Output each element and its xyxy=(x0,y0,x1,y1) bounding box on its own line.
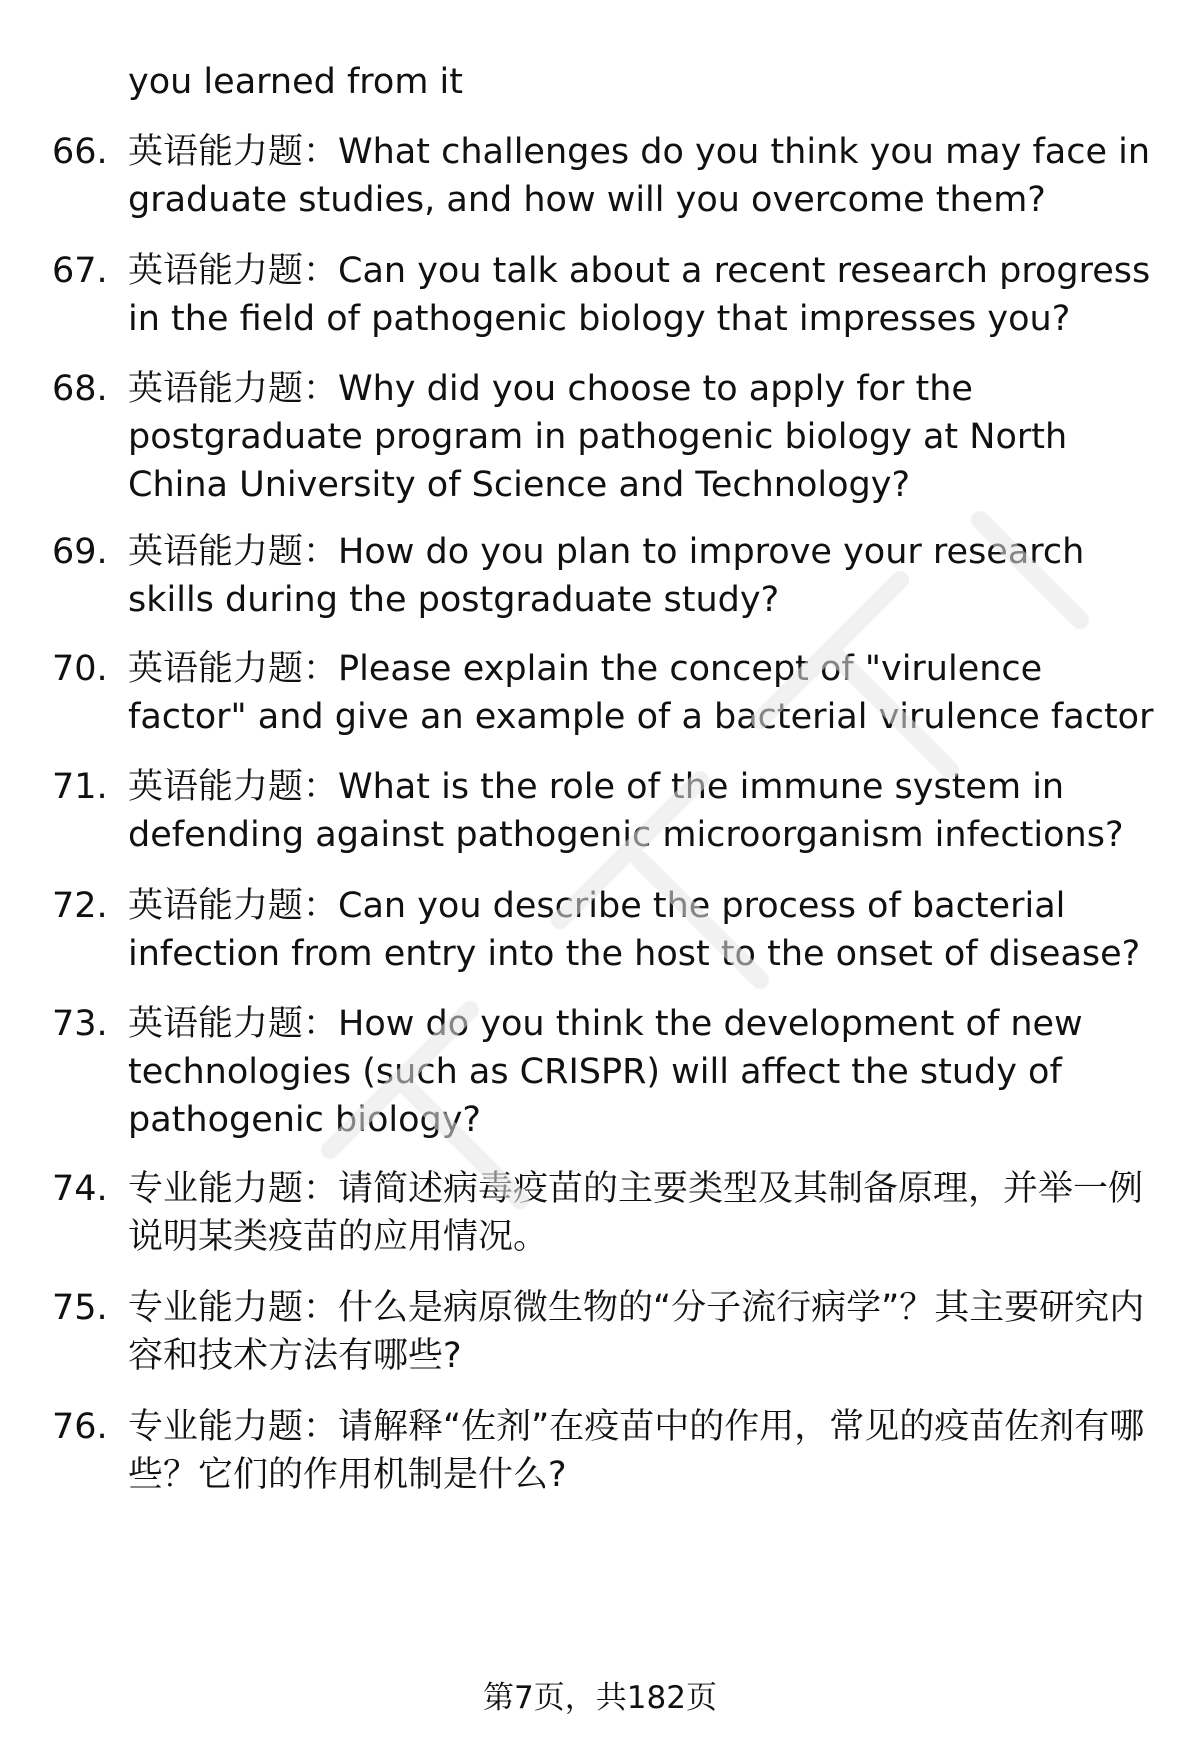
question-text xyxy=(128,763,1158,859)
question-text xyxy=(128,247,1158,343)
question-body: What is the role of the immune system in defending against pathogenic microorganism infections? xyxy=(128,767,1124,855)
question-text xyxy=(128,128,1158,224)
question-number: 73. xyxy=(52,1004,108,1044)
continuation-text: you learned from it xyxy=(128,62,463,102)
question-text xyxy=(128,1165,1158,1261)
question-category: 英语能力题： xyxy=(128,767,339,807)
question-body: Why did you choose to apply for the postgraduate program in pathogenic biology at North China University of Science and Technology? xyxy=(128,369,1068,505)
question-body: 什么是病原微生物的“分子流行病学”？其主要研究内容和技术方法有哪些? xyxy=(128,1288,1145,1376)
question-category: 专业能力题： xyxy=(128,1407,339,1447)
question-body: How do you plan to improve your research skills during the postgraduate study? xyxy=(128,532,1085,620)
question-text xyxy=(128,1403,1158,1499)
question-category: 英语能力题： xyxy=(128,532,339,572)
question-number: 71. xyxy=(52,767,108,807)
question-body: 请解释“佐剂”在疫苗中的作用，常见的疫苗佐剂有哪些？它们的作用机制是什么? xyxy=(128,1407,1145,1495)
question-number: 67. xyxy=(52,251,108,291)
question-number: 69. xyxy=(52,532,108,572)
question-category: 专业能力题： xyxy=(128,1169,339,1209)
question-category: 英语能力题： xyxy=(128,132,339,172)
question-category: 英语能力题： xyxy=(128,369,339,409)
question-number: 72. xyxy=(52,886,108,926)
question-number: 76. xyxy=(52,1407,108,1447)
question-body: What challenges do you think you may face in graduate studies, and how will you overcome them? xyxy=(128,132,1151,220)
question-number: 75. xyxy=(52,1288,108,1328)
question-category: 英语能力题： xyxy=(128,1004,339,1044)
question-text xyxy=(128,645,1158,741)
question-body: Can you talk about a recent research progress in the field of pathogenic biology that impresses you? xyxy=(128,251,1151,339)
question-body: Please explain the concept of "virulence factor" and give an example of a bacterial virulence factor xyxy=(128,649,1154,737)
question-body: Can you describe the process of bacterial infection from entry into the host to the onset of disease? xyxy=(128,886,1141,974)
question-text xyxy=(128,1000,1158,1144)
question-text xyxy=(128,365,1158,509)
question-text xyxy=(128,882,1158,978)
question-number: 74. xyxy=(52,1169,108,1209)
question-text xyxy=(128,1284,1158,1380)
question-category: 英语能力题： xyxy=(128,649,339,689)
question-body: 请简述病毒疫苗的主要类型及其制备原理，并举一例说明某类疫苗的应用情况。 xyxy=(128,1169,1144,1257)
page-footer: 第7页，共182页 xyxy=(483,1680,717,1716)
question-body: How do you think the development of new technologies (such as CRISPR) will affect the study of pathogenic biology? xyxy=(128,1004,1083,1140)
question-number: 66. xyxy=(52,132,108,172)
question-text xyxy=(128,528,1158,624)
question-category: 专业能力题： xyxy=(128,1288,339,1328)
question-category: 英语能力题： xyxy=(128,886,339,926)
question-number: 70. xyxy=(52,649,108,689)
question-category: 英语能力题： xyxy=(128,251,339,291)
question-number: 68. xyxy=(52,369,108,409)
